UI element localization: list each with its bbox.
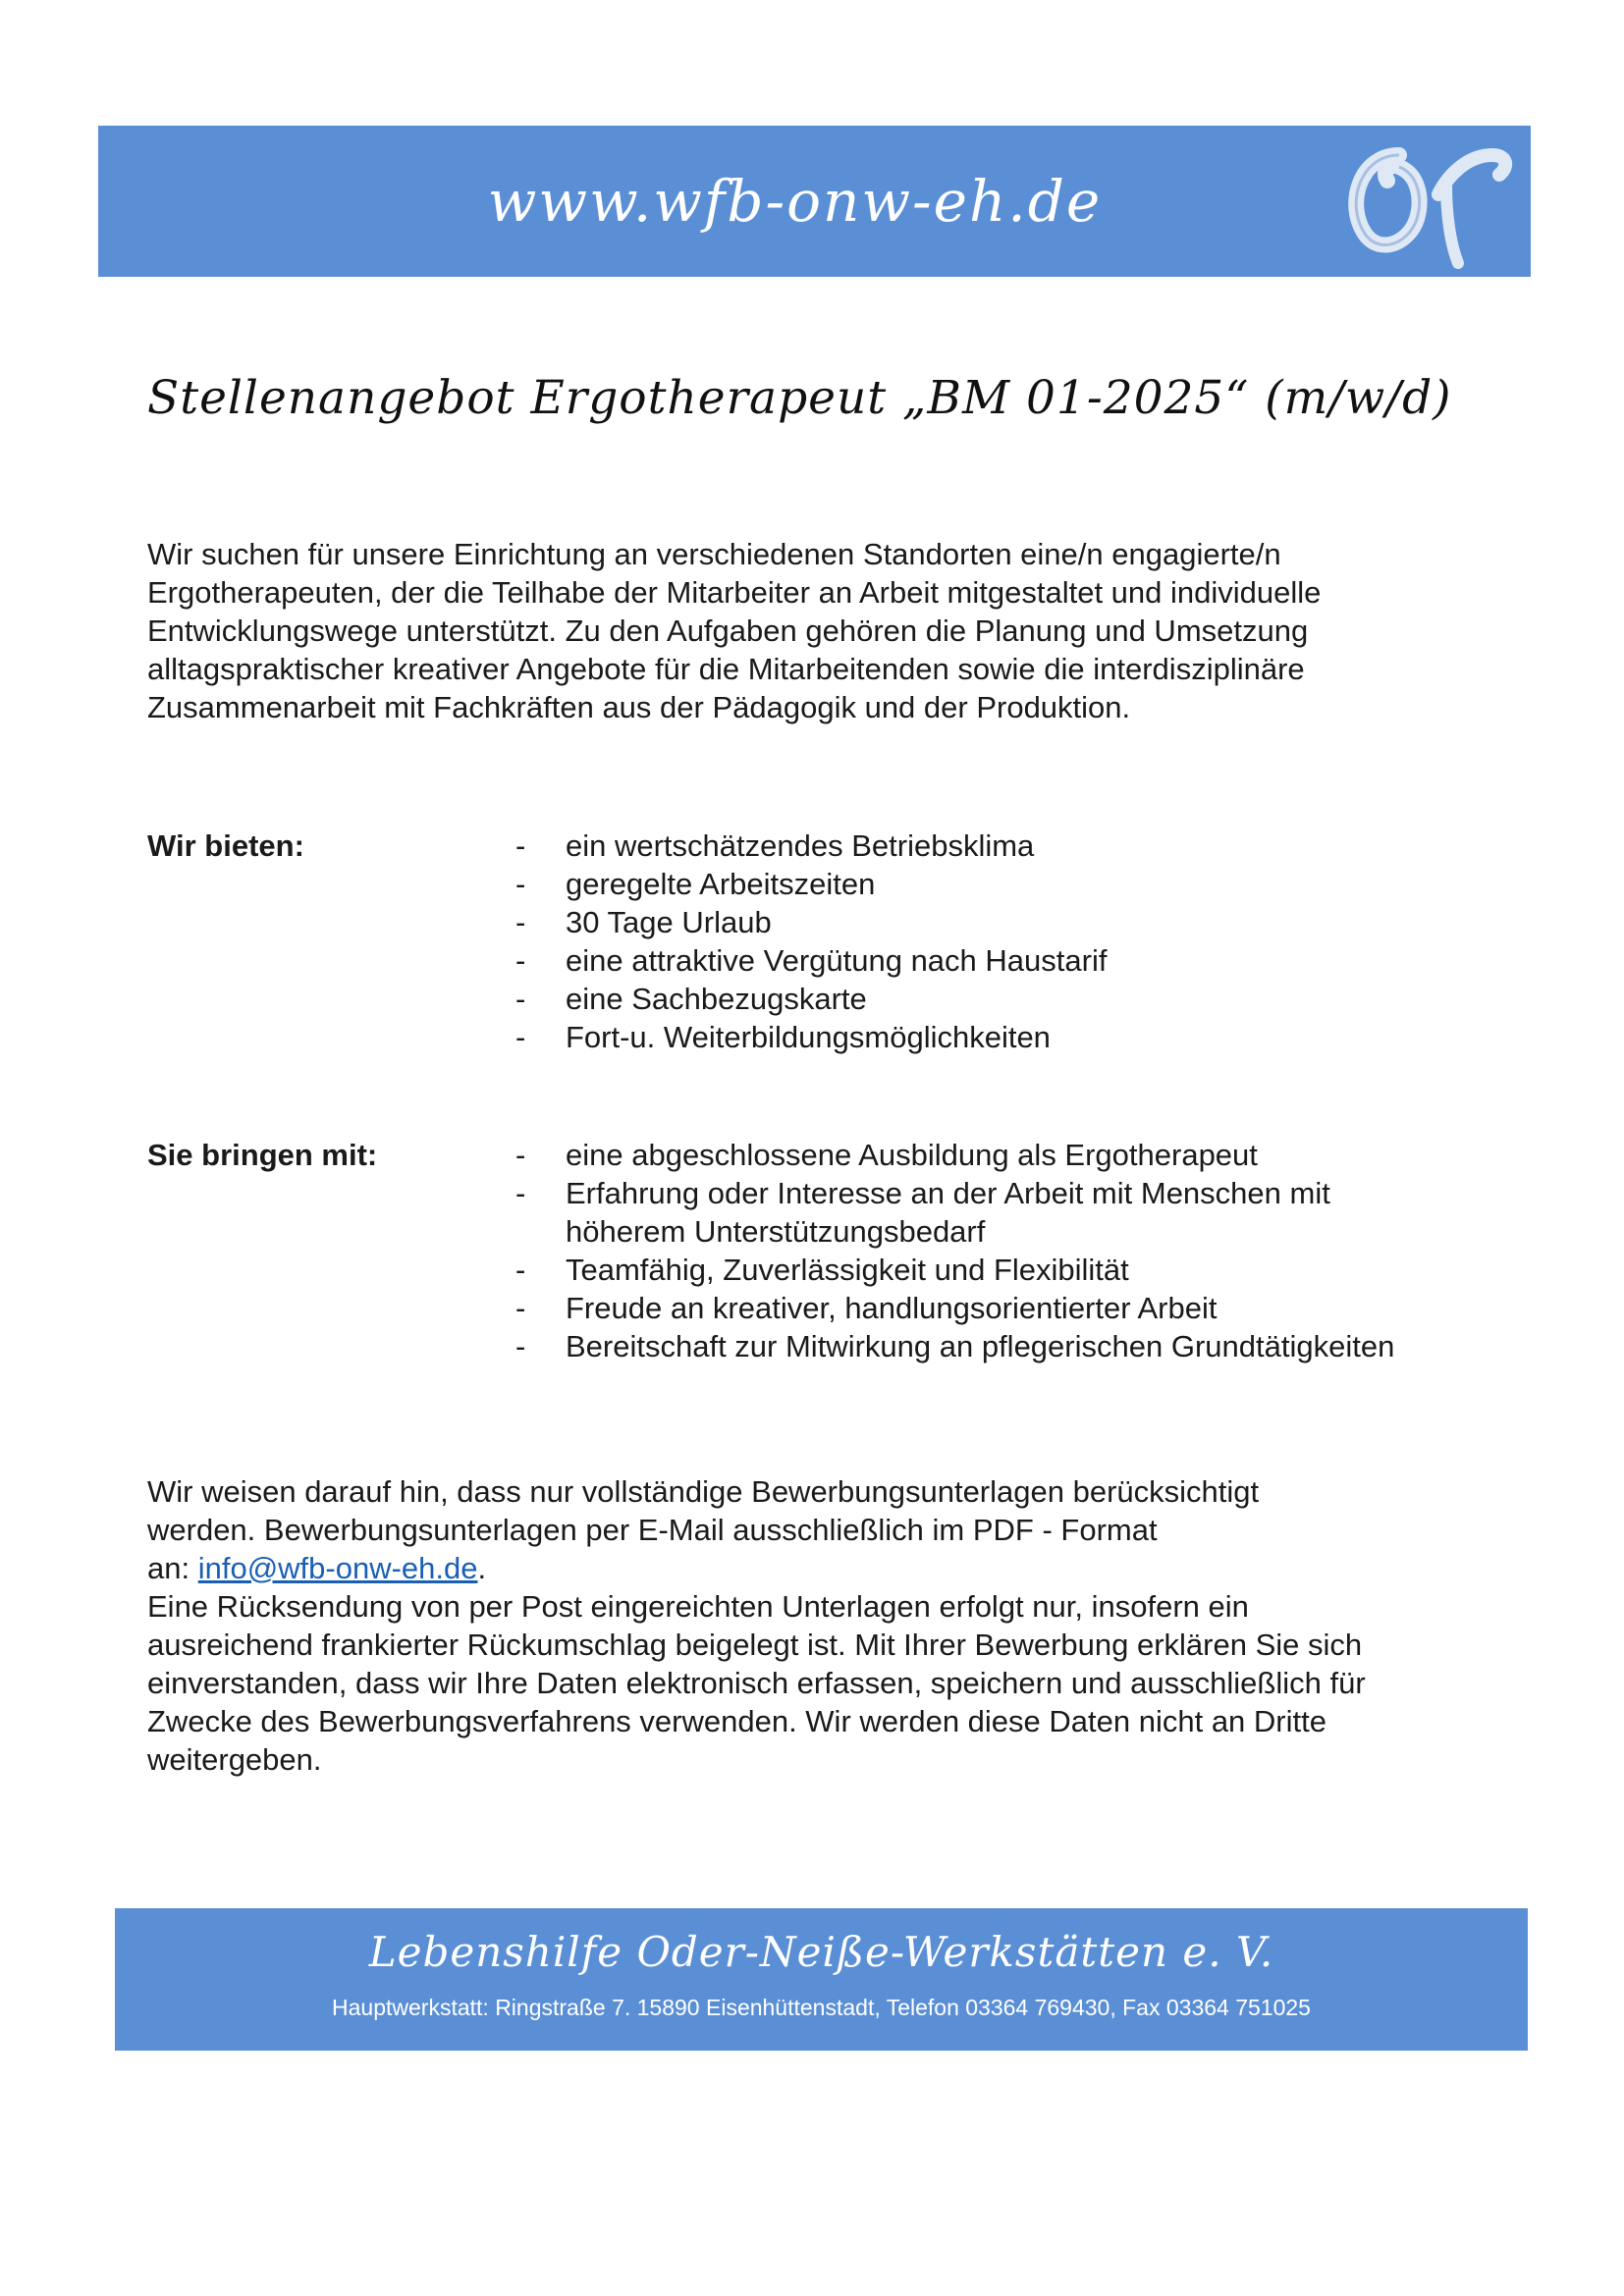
list-dash: - [515,828,526,863]
organization-name: Lebenshilfe Oder-Neiße-Werkstätten e. V. [368,1928,1274,1976]
page-title: Stellenangebot Ergotherapeut „BM 01-2025“ (m/w/d) [147,371,1452,425]
intro-line: Wir suchen für unsere Einrichtung an verschiedenen Standorten eine/n engagierte/n [147,537,1281,571]
list-dash: - [515,1291,526,1325]
list-item: - Teamfähig, Zuverlässigkeit und Flexibilität [515,1253,1129,1287]
list-dash: - [515,1176,526,1210]
closing-line: werden. Bewerbungsunterlagen per E-Mail ausschließlich im PDF - Format [147,1513,1158,1547]
list-item: - Freude an kreativer, handlungsorientierter Arbeit [515,1291,1218,1325]
list-dash: - [515,1020,526,1054]
closing-line: einverstanden, dass wir Ihre Daten elektronisch erfassen, speichern und ausschließlich für [147,1666,1366,1700]
closing-line: Eine Rücksendung von per Post eingereichten Unterlagen erfolgt nur, insofern ein [147,1589,1249,1624]
intro-paragraph [147,535,1492,726]
intro-line: Entwicklungswege unterstützt. Zu den Aufgaben gehören die Planung und Umsetzung [147,614,1309,648]
list-dash: - [515,943,526,978]
organization-address: Hauptwerkstatt: Ringstraße 7. 15890 Eisenhüttenstadt, Telefon 03364 769430, Fax 03364 751025 [332,1995,1311,2020]
list-dash: - [515,1329,526,1363]
intro-line: Ergotherapeuten, der die Teilhabe der Mitarbeiter an Arbeit mitgestaltet und individuelle [147,575,1322,610]
list-dash: - [515,1253,526,1287]
closing-line: Wir weisen darauf hin, dass nur vollständige Bewerbungsunterlagen berücksichtigt [147,1474,1260,1509]
offer-label: Wir bieten: [147,828,304,863]
list-item: - 30 Tage Urlaub [515,905,772,939]
closing-line: Zwecke des Bewerbungsverfahrens verwenden. Wir werden diese Daten nicht an Dritte [147,1704,1326,1738]
list-item: - eine abgeschlossene Ausbildung als Ergotherapeut [515,1138,1258,1172]
list-item: - eine Sachbezugskarte [515,982,867,1016]
list-dash: - [515,982,526,1016]
requirements-label: Sie bringen mit: [147,1138,378,1172]
wfb-onw-logo [1340,126,1517,277]
list-dash: - [515,867,526,901]
list-item: - geregelte Arbeitszeiten [515,867,876,901]
closing-paragraph [147,1472,1502,1779]
closing-line: weitergeben. [147,1742,322,1777]
email-link[interactable]: info@wfb-onw-eh.de [197,1551,478,1585]
requirements-list [515,1136,1517,1365]
offer-list [515,827,1517,1056]
intro-line: Zusammenarbeit mit Fachkräften aus der Pädagogik und der Produktion. [147,690,1131,724]
footer-banner [115,1908,1528,2051]
list-item: - Fort-u. Weiterbildungsmöglichkeiten [515,1020,1051,1054]
list-dash: - [515,1138,526,1172]
header-banner [98,126,1531,277]
website-url: www.wfb-onw-eh.de [487,168,1103,235]
closing-line: an: info@wfb-onw-eh.de. [147,1551,487,1585]
list-item: - eine attraktive Vergütung nach Haustarif [515,943,1108,978]
intro-line: alltagspraktischer kreativer Angebote für die Mitarbeitenden sowie die interdisziplinäre [147,652,1305,686]
list-item: - ein wertschätzendes Betriebsklima [515,828,1035,863]
closing-line: ausreichend frankierter Rückumschlag beigelegt ist. Mit Ihrer Bewerbung erklären Sie sich [147,1628,1363,1662]
list-item: - Bereitschaft zur Mitwirkung an pflegerischen Grundtätigkeiten [515,1329,1395,1363]
list-dash: - [515,905,526,939]
list-item: - Erfahrung oder Interesse an der Arbeit mit Menschen mit höherem Unterstützungsbedarf [515,1176,1330,1249]
